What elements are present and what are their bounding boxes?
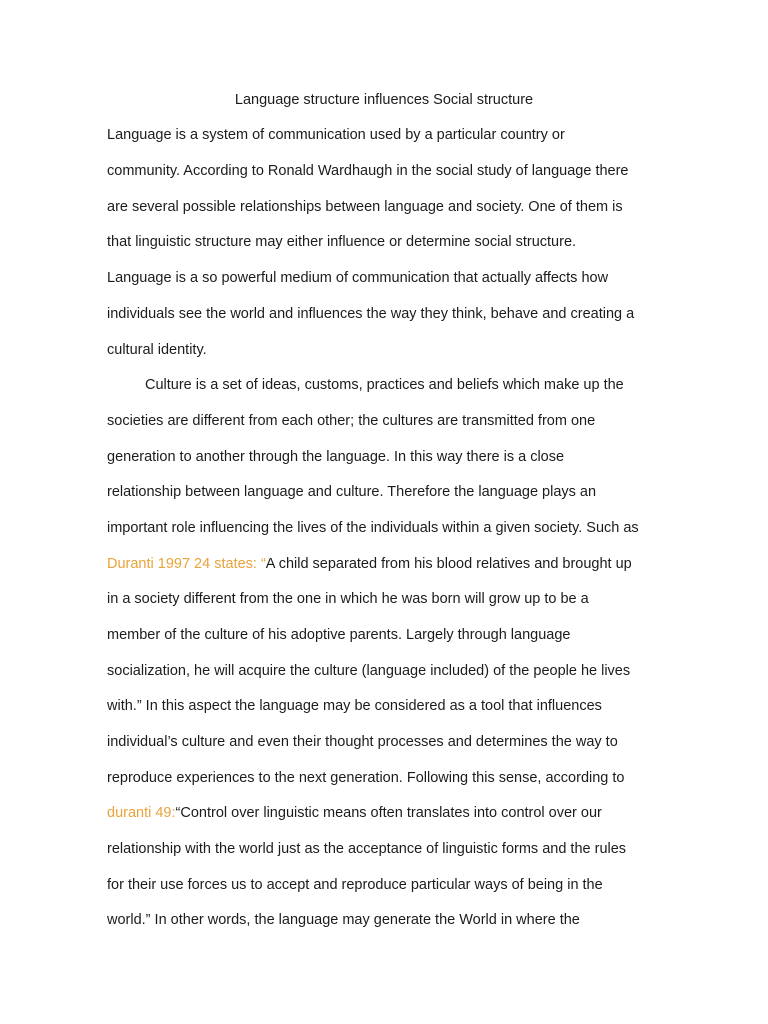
body-line: reproduce experiences to the next generation. Following this sense, according to <box>107 770 625 786</box>
body-line: Language is a system of communication used by a particular country or <box>107 127 565 143</box>
body-line: are several possible relationships between language and society. One of them is <box>107 199 623 215</box>
body-line: socialization, he will acquire the culture (language included) of the people he lives <box>107 663 631 679</box>
body-line: societies are different from each other; the cultures are transmitted from one <box>107 413 596 429</box>
body-line: Duranti 1997 24 states: “A child separated from his blood relatives and brought up <box>107 556 632 572</box>
body-line: world.” In other words, the language may generate the World in where the <box>107 912 580 928</box>
body-line: duranti 49:“Control over linguistic means often translates into control over our <box>107 805 602 821</box>
body-line: generation to another through the language. In this way there is a close <box>107 449 565 465</box>
body-line: Language is a so powerful medium of communication that actually affects how <box>107 270 609 286</box>
body-line: individuals see the world and influences the way they think, behave and creating a <box>107 306 635 322</box>
body-line: for their use forces us to accept and reproduce particular ways of being in the <box>107 877 603 893</box>
body-line: that linguistic structure may either influence or determine social structure. <box>107 234 577 250</box>
citation: Duranti 1997 24 states: “ <box>107 556 266 572</box>
body-line: cultural identity. <box>107 342 207 358</box>
body-line: relationship between language and culture. Therefore the language plays an <box>107 484 597 500</box>
paragraph-indent-line: Culture is a set of ideas, customs, practices and beliefs which make up the <box>145 377 624 393</box>
document-title: Language structure influences Social structure <box>234 92 534 108</box>
body-line: with.” In this aspect the language may be considered as a tool that influences <box>107 698 602 714</box>
body-line: relationship with the world just as the acceptance of linguistic forms and the rules <box>107 841 627 857</box>
body-line: member of the culture of his adoptive parents. Largely through language <box>107 627 571 643</box>
body-line: individual’s culture and even their thought processes and determines the way to <box>107 734 618 750</box>
body-line: important role influencing the lives of the individuals within a given society. Such as <box>107 520 639 536</box>
citation: duranti 49: <box>107 805 176 821</box>
body-line: community. According to Ronald Wardhaugh in the social study of language there <box>107 163 629 179</box>
body-line: in a society different from the one in which he was born will grow up to be a <box>107 591 589 607</box>
